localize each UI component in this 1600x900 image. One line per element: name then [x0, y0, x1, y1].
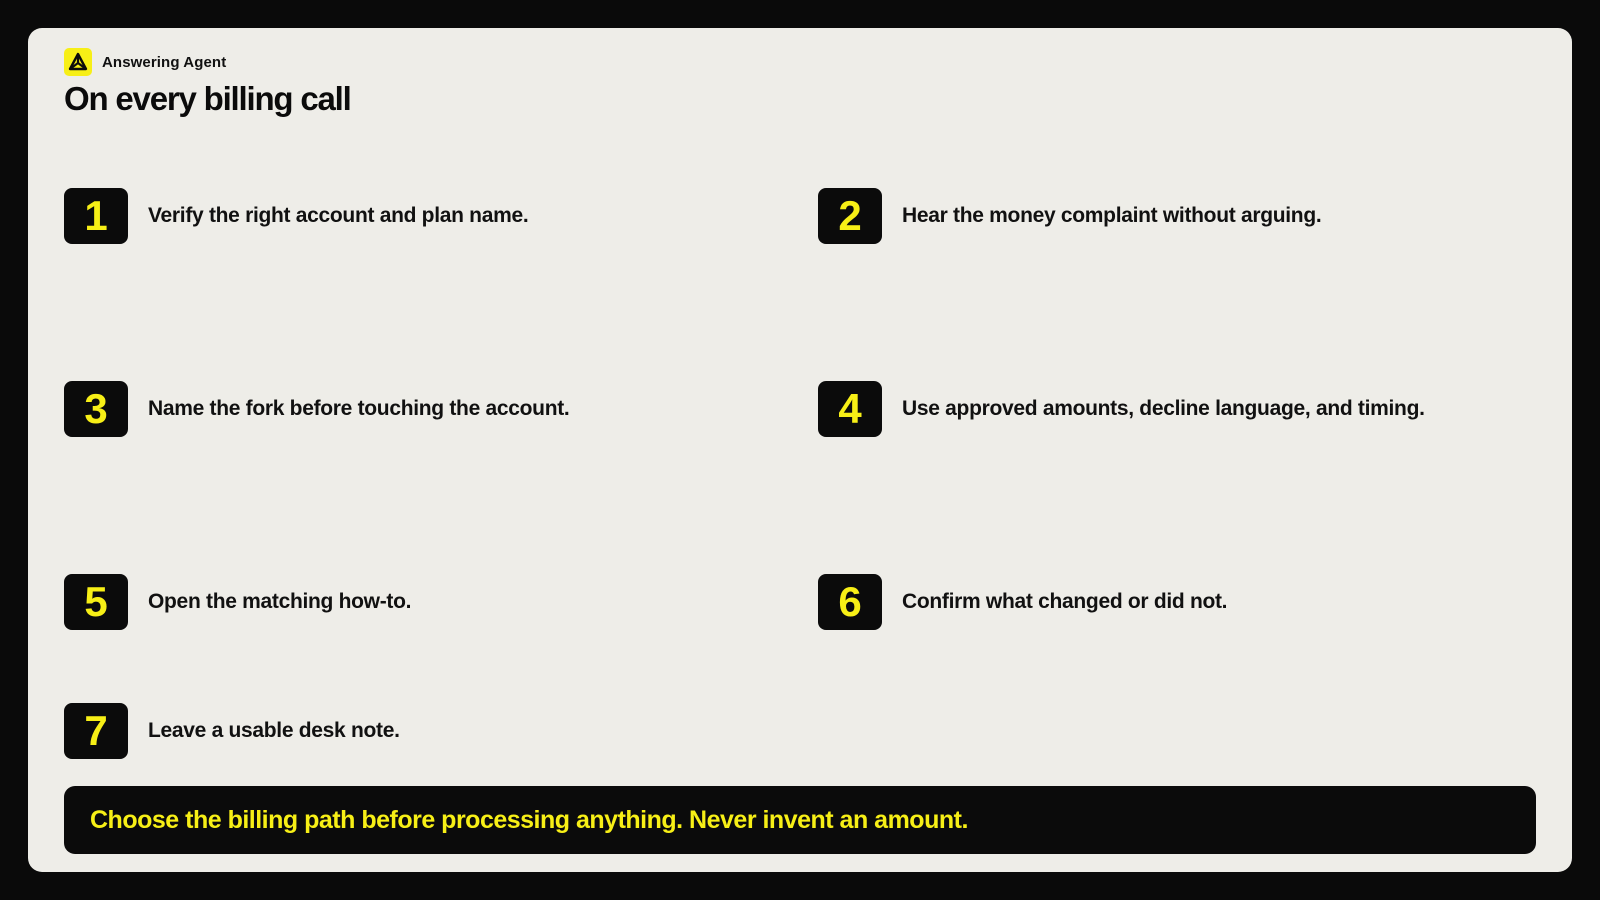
step-text: Leave a usable desk note. — [148, 719, 400, 742]
step-text: Use approved amounts, decline language, and timing. — [902, 397, 1425, 420]
step-item — [818, 574, 1227, 630]
summary-banner-text: Choose the billing path before processing anything. Never invent an amount. — [90, 805, 968, 834]
step-item — [64, 381, 569, 437]
step-number-badge: 6 — [818, 574, 882, 630]
step-number-badge: 1 — [64, 188, 128, 244]
step-number-badge: 5 — [64, 574, 128, 630]
step-item — [64, 574, 411, 630]
step-item — [818, 381, 1425, 437]
slide-card — [28, 28, 1572, 872]
brand-logo-icon — [64, 48, 92, 76]
step-number-badge: 7 — [64, 703, 128, 759]
step-text: Hear the money complaint without arguing. — [902, 204, 1322, 227]
brand-name: Answering Agent — [102, 53, 227, 71]
step-item — [64, 188, 528, 244]
step-text: Verify the right account and plan name. — [148, 204, 529, 227]
step-number-badge: 3 — [64, 381, 128, 437]
step-text: Name the fork before touching the account. — [148, 397, 570, 420]
brand-header — [64, 48, 226, 76]
step-item — [64, 703, 400, 759]
step-text: Confirm what changed or did not. — [902, 590, 1228, 613]
page-title: On every billing call — [64, 80, 351, 117]
step-text: Open the matching how-to. — [148, 590, 412, 613]
step-number-badge: 2 — [818, 188, 882, 244]
step-number-badge: 4 — [818, 381, 882, 437]
summary-banner — [64, 786, 1536, 854]
step-item — [818, 188, 1321, 244]
